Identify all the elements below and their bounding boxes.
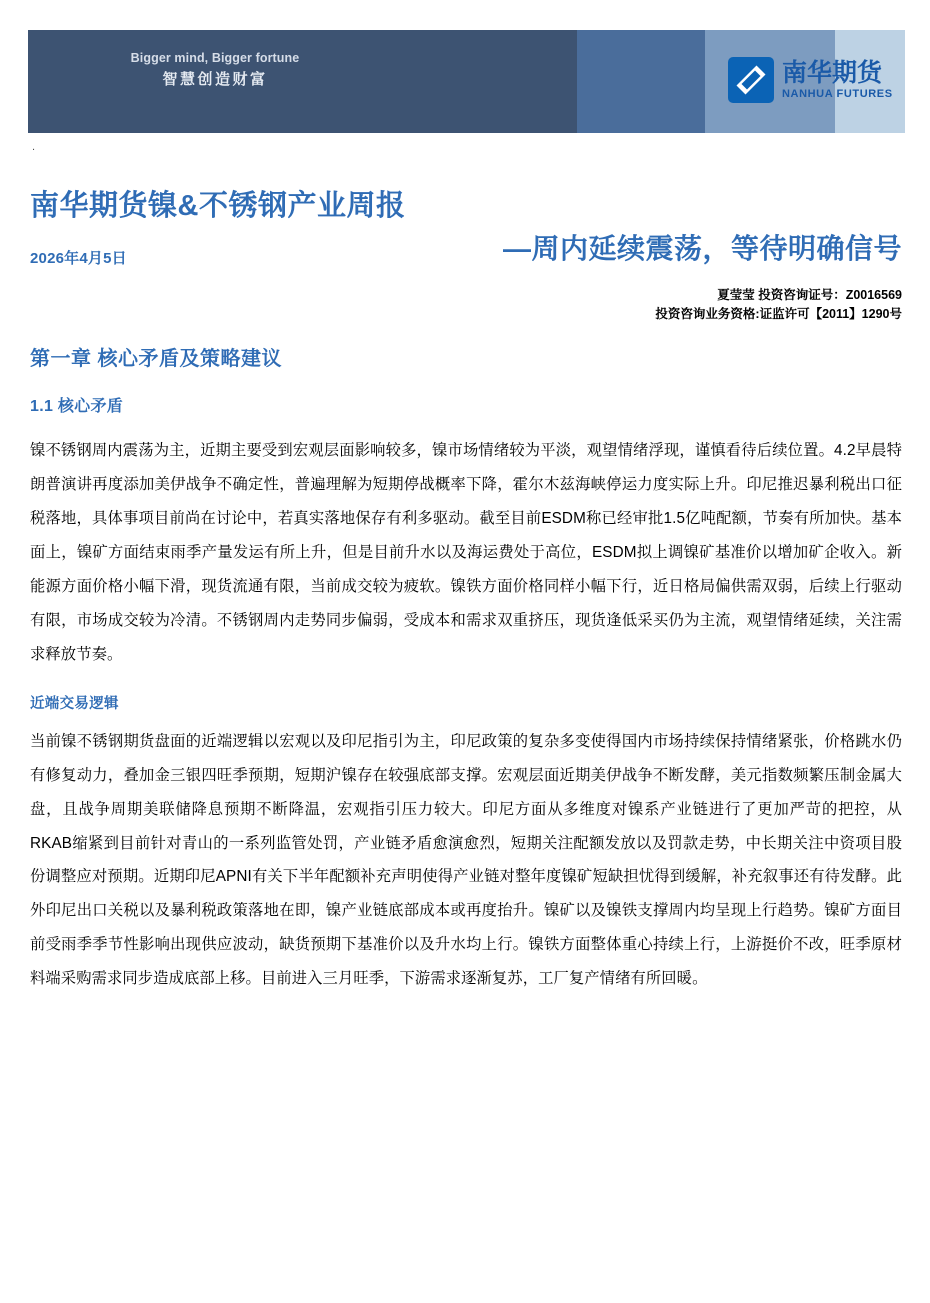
section-heading: 1.1 核心矛盾 (30, 398, 124, 415)
paragraph-trading-logic: 当前镍不锈钢期货盘面的近端逻辑以宏观以及印尼指引为主，印尼政策的复杂多变使得国内市场持续保持情绪紧张，价格跳水仍有修复动力，叠加金三银四旺季预期，短期沪镍存在较强底部支撑。宏观层面近期美伊战争不断发酵，美元指数频繁压制金属大盘，且战争周期美联储降息预期不断降温，宏观指引压力较大。印尼方面从多维度对镍系产业链进行了更加严苛的把控，从RKAB缩紧到目前针对青山的一系列监管处罚，产业链矛盾愈演愈烈，短期关注配额发放以及罚款走势，中长期关注中资项目股份调整应对预期。近期印尼APNI有关下半年配额补充声明使得产业链对整年度镍矿短缺担忧得到缓解，补充叙事还有待发酵。此外印尼出口关税以及暴利税政策落地在即，镍产业链底部成本或再度抬升。镍矿以及镍铁支撑周内均呈现上行趋势。镍矿方面目前受雨季季节性影响出现供应波动，缺货预期下基准价以及升水均上行。镍铁方面整体重心持续上行，上游挺价不改，旺季原材料端采购需求同步造成底部上移。目前进入三月旺季，下游需求逐渐复苏，工厂复产情绪有所回暖。 (30, 732, 902, 988)
banner-band-darkest (28, 30, 577, 133)
report-content (30, 342, 902, 1002)
page-title: 南华期货镍&不锈钢产业周报 (30, 190, 406, 223)
stray-punctuation-mark: . (32, 141, 36, 153)
report-date: 2026年4月5日 (30, 250, 127, 267)
nanhua-futures-logo (728, 57, 893, 103)
paragraph-core-contradiction: 镍不锈钢周内震荡为主，近期主要受到宏观层面影响较多，镍市场情绪较为平淡，观望情绪浮现，谨慎看待后续位置。4.2早晨特朗普演讲再度添加美伊战争不确定性，普遍理解为短期停战概率下降，霍尔木兹海峡停运力度实际上升。印尼推迟暴利税出口征税落地，具体事项目前尚在讨论中，若真实落地保存有利多驱动。截至目前ESDM称已经审批1.5亿吨配额，节奏有所加快。基本面上，镍矿方面结束雨季产量发运有所上升，但是目前升水以及海运费处于高位，ESDM拟上调镍矿基准价以增加矿企收入。新能源方面价格小幅下滑，现货流通有限，当前成交较为疲软。镍铁方面价格同样小幅下行，近日格局偏供需双弱，后续上行驱动有限，市场成交较为冷清。不锈钢周内走势同步偏弱，受成本和需求双重挤压，现货逢低采买仍为主流，观望情绪延续，关注需求释放节奏。 (30, 442, 902, 663)
nanhua-logo-mark-icon (728, 57, 774, 103)
logo-chinese-name: 南华期货 (782, 58, 883, 87)
tagline-english: Bigger mind, Bigger fortune (130, 51, 300, 65)
page-subtitle: —周内延续震荡，等待明确信号 (502, 233, 902, 265)
analyst-credentials (655, 286, 902, 325)
logo-wordmark (782, 58, 893, 100)
firm-license: 投资咨询业务资格:证监许可【2011】1290号 (655, 307, 902, 322)
logo-english-name: NANHUA FUTURES (782, 87, 893, 100)
chapter-heading: 第一章 核心矛盾及策略建议 (30, 348, 283, 370)
tagline-chinese: 智慧创造财富 (162, 70, 268, 88)
analyst-name-and-license: 夏莹莹 投资咨询证号：Z0016569 (717, 288, 902, 302)
banner-band-dark (577, 30, 705, 133)
sub-heading-trading-logic: 近端交易逻辑 (30, 695, 119, 712)
